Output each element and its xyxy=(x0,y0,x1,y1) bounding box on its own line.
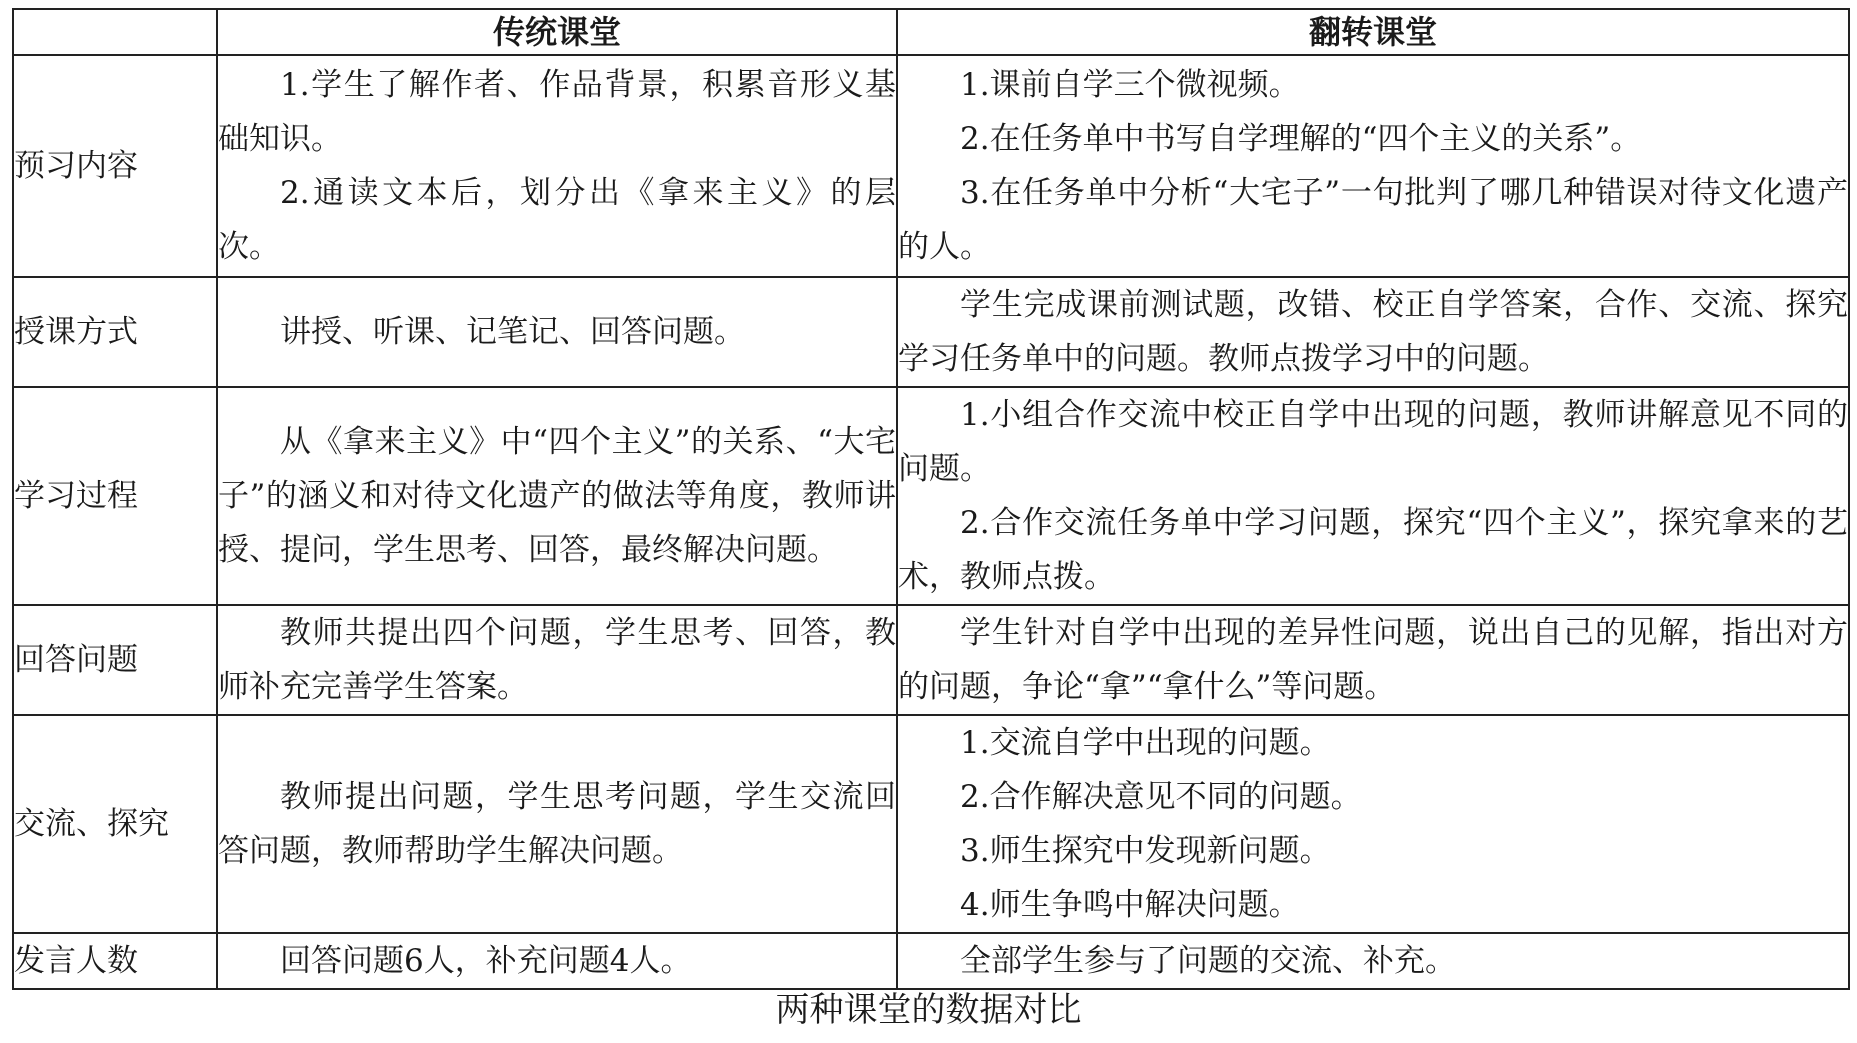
cell-paragraph: 2.合作解决意见不同的问题。 xyxy=(960,779,1362,815)
table-row xyxy=(13,387,1849,605)
row-label: 发言人数 xyxy=(13,933,217,989)
flipped-cell xyxy=(897,933,1849,989)
flipped-cell xyxy=(897,387,1849,605)
header-corner xyxy=(13,9,217,55)
cell-paragraph: 4.师生争鸣中解决问题。 xyxy=(960,887,1300,923)
row-label: 交流、探究 xyxy=(13,715,217,933)
cell-paragraph: 学生完成课前测试题，改错、校正自学答案，合作、交流、探究学习任务单中的问题。教师点拨学习中的问题。 xyxy=(898,287,1848,377)
cell-paragraph: 1.课前自学三个微视频。 xyxy=(960,67,1300,103)
row-label: 授课方式 xyxy=(13,277,217,387)
traditional-cell xyxy=(217,605,897,715)
cell-paragraph: 回答问题6人，补充问题4人。 xyxy=(280,943,692,979)
row-label: 学习过程 xyxy=(13,387,217,605)
cell-paragraph: 3.师生探究中发现新问题。 xyxy=(960,833,1331,869)
flipped-cell xyxy=(897,605,1849,715)
cell-paragraph: 教师共提出四个问题，学生思考、回答，教师补充完善学生答案。 xyxy=(218,615,896,705)
header-row xyxy=(13,9,1849,55)
cell-paragraph: 全部学生参与了问题的交流、补充。 xyxy=(960,943,1456,979)
cell-paragraph: 学生针对自学中出现的差异性问题，说出自己的见解，指出对方的问题，争论“拿”“拿什么”等问题。 xyxy=(898,615,1848,705)
row-label: 预习内容 xyxy=(13,55,217,277)
comparison-table xyxy=(12,8,1850,990)
traditional-cell xyxy=(217,387,897,605)
traditional-cell xyxy=(217,933,897,989)
cell-paragraph: 1.学生了解作者、作品背景，积累音形义基础知识。 xyxy=(218,67,896,157)
cell-paragraph: 2.在任务单中书写自学理解的“四个主义的关系”。 xyxy=(960,121,1642,157)
traditional-cell xyxy=(217,277,897,387)
cell-paragraph: 1.小组合作交流中校正自学中出现的问题，教师讲解意见不同的问题。 xyxy=(898,397,1848,487)
table-row xyxy=(13,55,1849,277)
table-row xyxy=(13,715,1849,933)
cell-paragraph: 2.通读文本后，划分出《拿来主义》的层次。 xyxy=(218,175,896,265)
row-label: 回答问题 xyxy=(13,605,217,715)
table-row xyxy=(13,933,1849,989)
table-row xyxy=(13,277,1849,387)
header-traditional: 传统课堂 xyxy=(217,9,897,55)
traditional-cell xyxy=(217,55,897,277)
traditional-cell xyxy=(217,715,897,933)
cell-paragraph: 教师提出问题，学生思考问题，学生交流回答问题，教师帮助学生解决问题。 xyxy=(218,779,896,869)
cell-paragraph: 3.在任务单中分析“大宅子”一句批判了哪几种错误对待文化遗产的人。 xyxy=(898,175,1848,265)
flipped-cell xyxy=(897,715,1849,933)
flipped-cell xyxy=(897,55,1849,277)
table-row xyxy=(13,605,1849,715)
flipped-cell xyxy=(897,277,1849,387)
cell-paragraph: 2.合作交流任务单中学习问题，探究“四个主义”，探究拿来的艺术，教师点拨。 xyxy=(898,505,1848,595)
table-caption: 两种课堂的数据对比 xyxy=(775,990,1082,1030)
cell-paragraph: 1.交流自学中出现的问题。 xyxy=(960,725,1331,761)
header-flipped: 翻转课堂 xyxy=(897,9,1849,55)
cell-paragraph: 从《拿来主义》中“四个主义”的关系、“大宅子”的涵义和对待文化遗产的做法等角度，教师讲授、提问，学生思考、回答，最终解决问题。 xyxy=(218,424,896,568)
cell-paragraph: 讲授、听课、记笔记、回答问题。 xyxy=(280,314,745,350)
comparison-table-container xyxy=(12,8,1848,990)
